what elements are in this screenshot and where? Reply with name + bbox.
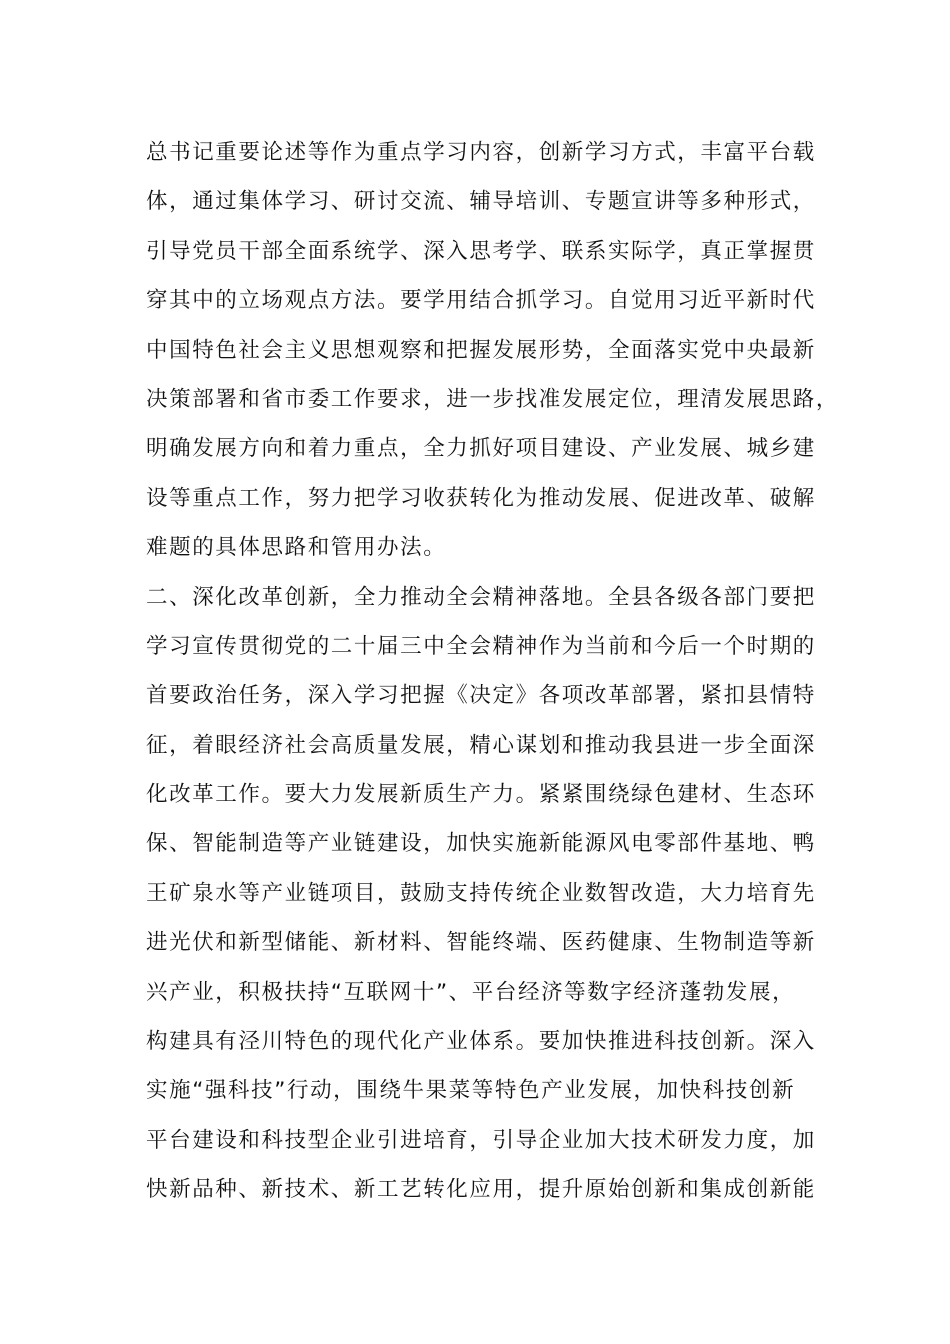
text-line: 体，通过集体学习、研讨交流、辅导培训、专题宣讲等多种形式， [146, 189, 816, 215]
text-line: 兴产业，积极扶持“互联网十”、平台经济等数字经济蓬勃发展， [146, 979, 796, 1005]
text-line: 平台建设和科技型企业引进培育，引导企业加大技术研发力度，加 [146, 1127, 816, 1153]
text-line: 首要政治任务，深入学习把握《决定》各项改革部署，紧扣县情特 [146, 683, 816, 709]
text-line: 保、智能制造等产业链建设，加快实施新能源风电零部件基地、鸭 [146, 831, 816, 857]
text-line: 决策部署和省市委工作要求，进一步找准发展定位，理清发展思路， [146, 386, 840, 412]
text-line: 构建具有泾川特色的现代化产业体系。要加快推进科技创新。深入 [146, 1029, 816, 1055]
text-line: 化改革工作。要大力发展新质生产力。紧紧围绕绿色建材、生态环 [146, 782, 816, 808]
text-line: 引导党员干部全面系统学、深入思考学、联系实际学，真正掌握贯 [146, 238, 816, 264]
text-line: 学习宣传贯彻党的二十届三中全会精神作为当前和今后一个时期的 [146, 633, 816, 659]
body-text [146, 128, 840, 1215]
text-line: 王矿泉水等产业链项目，鼓励支持传统企业数智改造，大力培育先 [146, 880, 816, 906]
text-line: 进光伏和新型储能、新材料、智能终端、医药健康、生物制造等新 [146, 930, 816, 956]
text-line: 征，着眼经济社会高质量发展，精心谋划和推动我县进一步全面深 [146, 732, 816, 758]
text-line: 总书记重要论述等作为重点学习内容，创新学习方式，丰富平台载 [146, 140, 816, 165]
text-line: 穿其中的立场观点方法。要学用结合抓学习。自觉用习近平新时代 [146, 288, 816, 314]
section-heading-line: 二、深化改革创新，全力推动全会精神落地。全县各级各部门要把 [146, 584, 816, 610]
text-line: 难题的具体思路和管用办法。 [146, 535, 447, 561]
text-line: 快新品种、新技术、新工艺转化应用，提升原始创新和集成创新能 [146, 1177, 816, 1203]
text-line: 明确发展方向和着力重点，全力抓好项目建设、产业发展、城乡建 [146, 436, 816, 462]
text-line: 中国特色社会主义思想观察和把握发展形势，全面落实党中央最新 [146, 337, 816, 363]
text-line: 设等重点工作，努力把学习收获转化为推动发展、促进改革、破解 [146, 485, 816, 511]
text-line: 实施“强科技”行动，围绕牛果菜等特色产业发展，加快科技创新 [146, 1078, 796, 1104]
